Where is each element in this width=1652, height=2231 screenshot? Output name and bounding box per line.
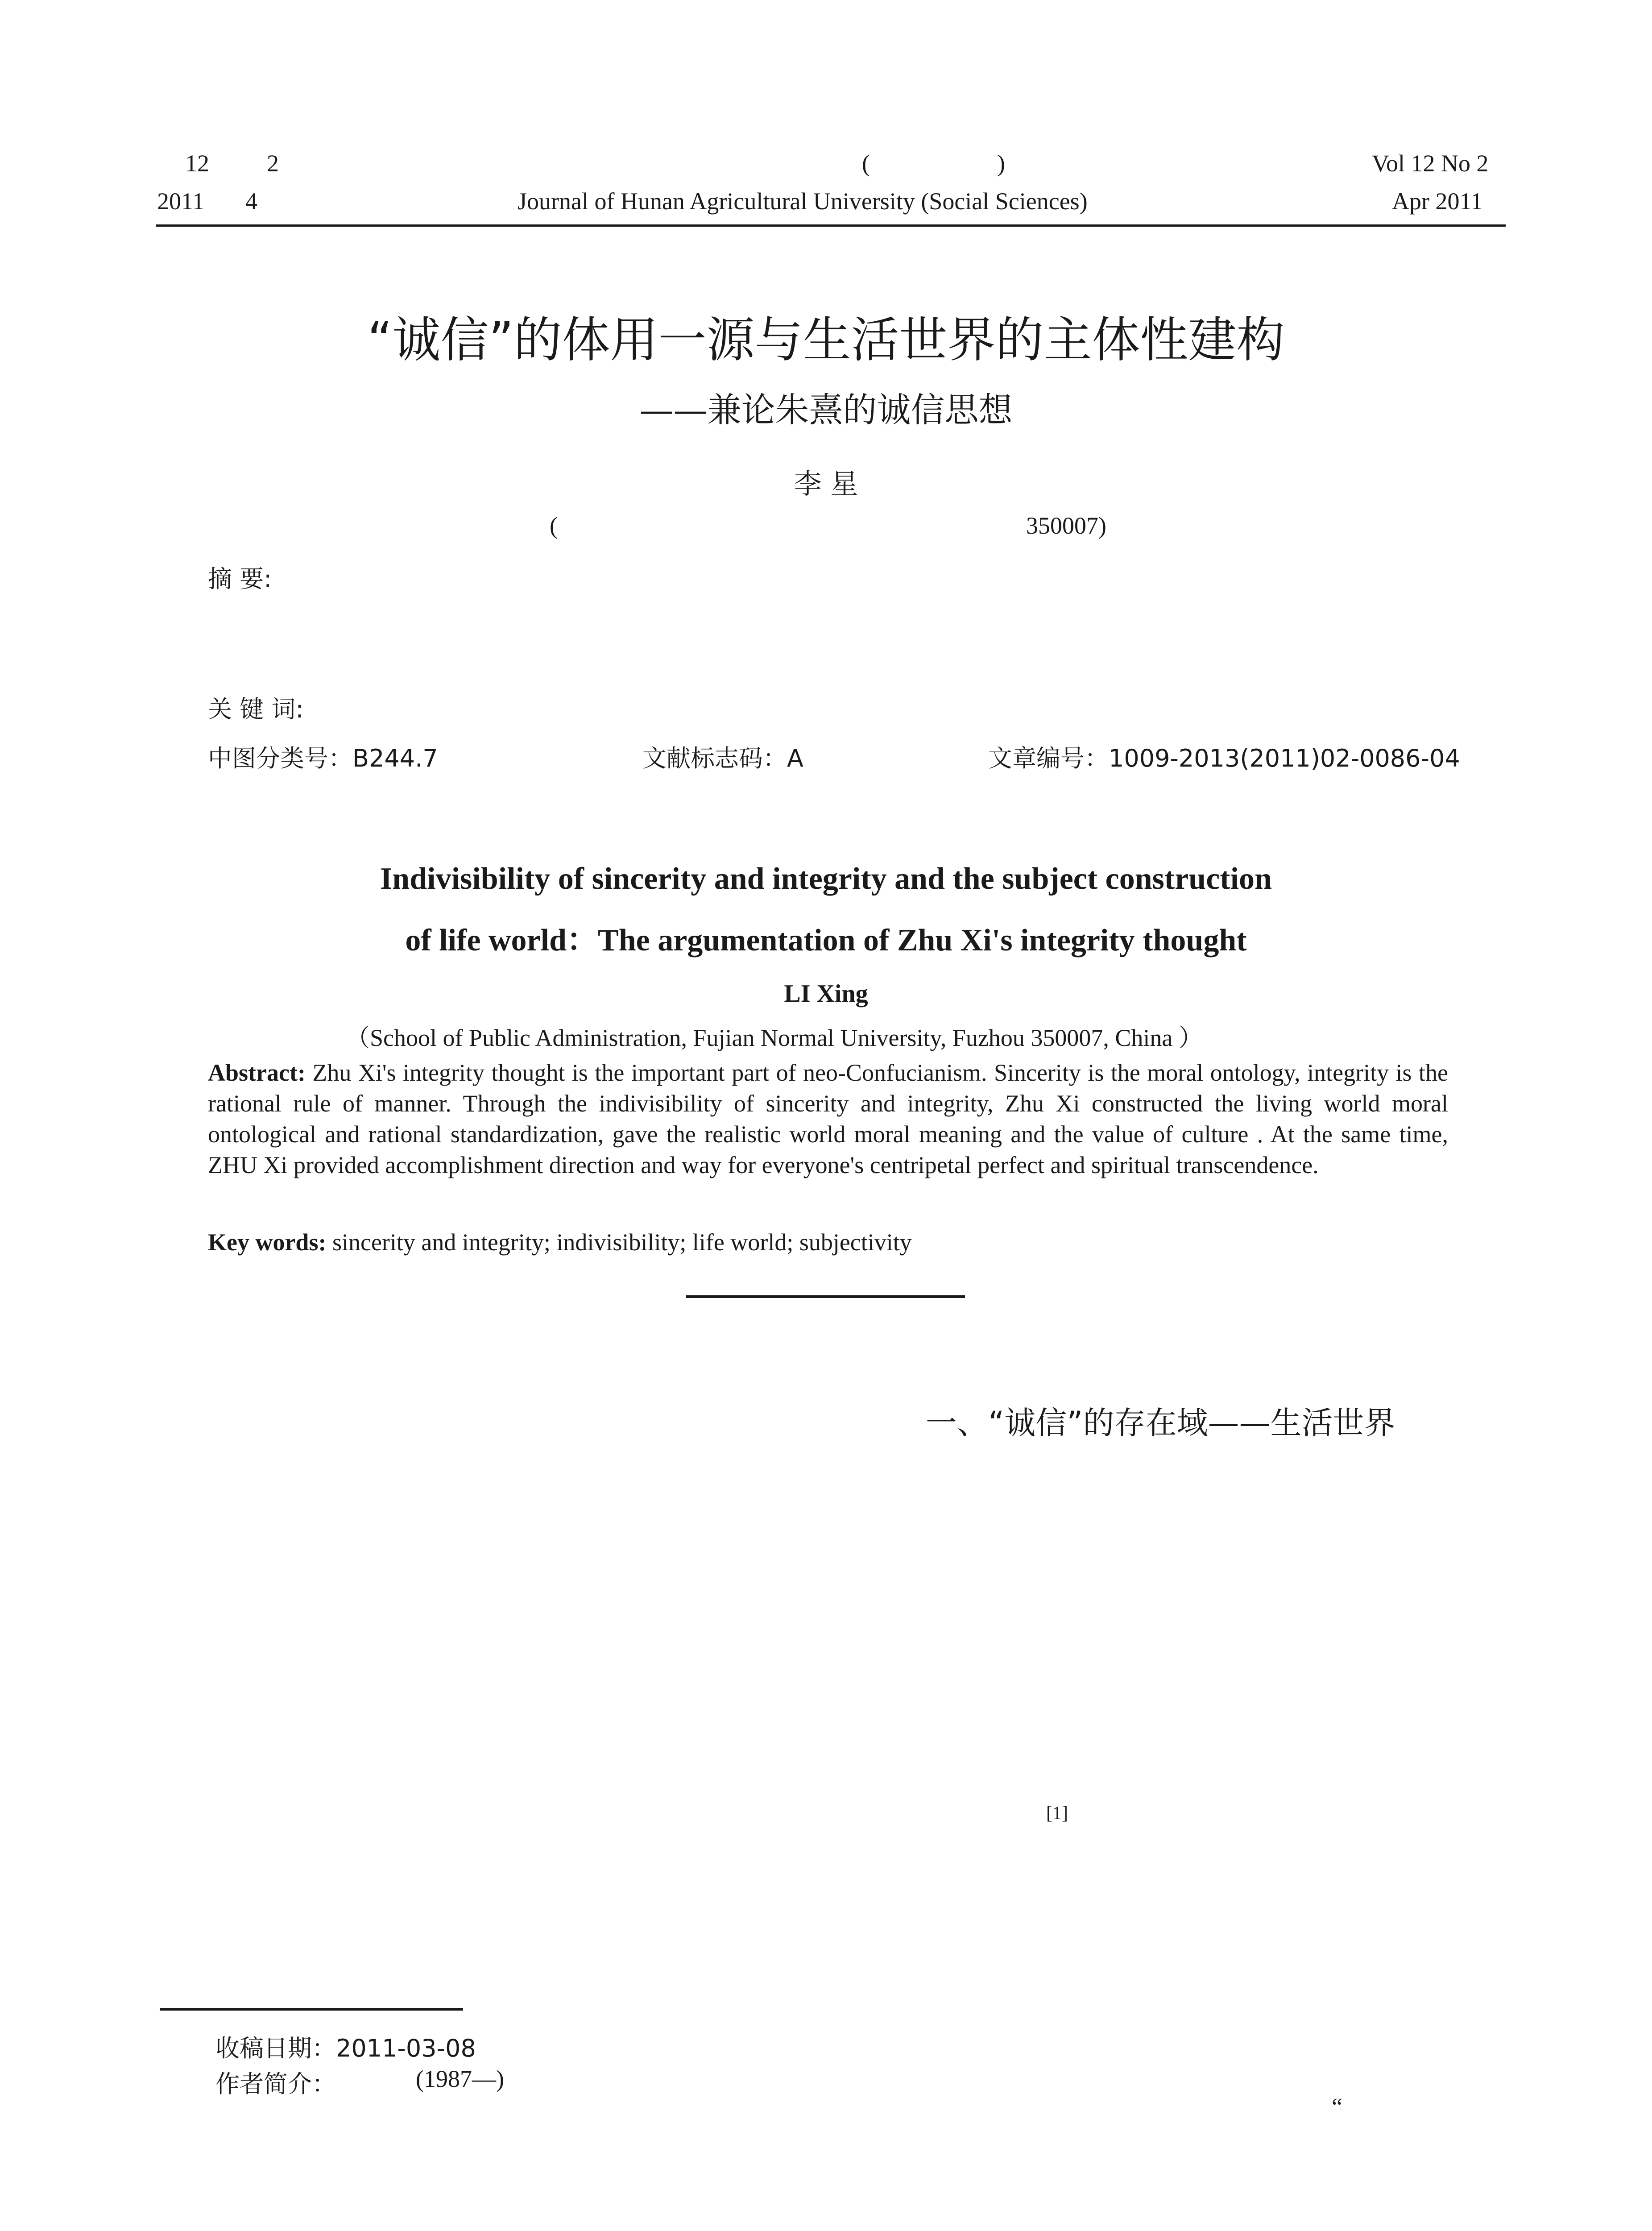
english-title-line2: of life world：The argumentation of Zhu Xi's integrity thought [405,923,1247,958]
header-paren-open: ( [862,150,870,177]
english-keywords [208,1227,1448,1258]
keywords-label-cn: 关 键 词: [208,695,304,723]
header-paren-close: ) [997,150,1005,177]
header-date-en: Apr 2011 [1392,188,1483,215]
received-date: 收稿日期：2011-03-08 [215,2034,476,2062]
header-volume-en: Vol 12 No 2 [1372,150,1489,177]
clc-number: 中图分类号：B244.7 [208,744,438,772]
english-author: LI Xing [784,980,868,1008]
abstract-label-cn: 摘 要: [208,565,272,593]
footnote-rule [160,2008,463,2011]
english-keywords-label: Key words: [208,1229,327,1256]
opening-quote-mark: “ [1332,2093,1342,2120]
header-rule [156,224,1506,227]
author-name-cn: 李 星 [794,468,858,500]
article-id: 文章编号：1009-2013(2011)02-0086-04 [988,744,1460,772]
english-title-line1: Indivisibility of sincerity and integrity and the subject construction [380,862,1272,896]
english-abstract [208,1057,1448,1181]
english-keywords-text: sincerity and integrity; indivisibility; life world; subjectivity [326,1229,912,1256]
header-volume-cn: 12 [185,150,209,177]
author-bio-label: 作者简介： [215,2070,336,2098]
section-heading-1: 一、“诚信”的存在域——生活世界 [926,1405,1395,1441]
document-code: 文献标志码：A [642,744,803,772]
author-birth-years: (1987—) [416,2065,504,2092]
page-title: “诚信”的体用一源与生活世界的主体性建构 [367,312,1285,368]
affiliation-postcode: 350007) [1026,512,1106,539]
citation-marker: [1] [1046,1803,1068,1824]
header-journal-name: Journal of Hunan Agricultural University (Social Sciences) [518,188,1088,215]
header-issue-cn: 2 [267,150,279,177]
english-affiliation: （School of Public Administration, Fujian Normal University, Fuzhou 350007, China ） [346,1024,1203,1051]
english-abstract-text: Zhu Xi's integrity thought is the important part of neo-Confucianism. Sincerity is the moral ontology, integrity is the rational rule of manner. Through the indivisibility of sincerity and integrity, Zhu Xi constructed the living world moral ontological and rational standardization, gave the realistic world moral meaning and the value of culture . At the same time, ZHU Xi provided accomplishment direction and way for everyone's centripetal perfect and spiritual transcendence. [208,1059,1448,1178]
page-subtitle: ——兼论朱熹的诚信思想 [639,390,1013,430]
header-year-cn: 2011 [157,188,204,215]
english-abstract-label: Abstract: [208,1059,306,1086]
header-month-cn: 4 [245,188,257,215]
abstract-separator [686,1295,965,1298]
affiliation-paren-open: ( [550,512,558,539]
